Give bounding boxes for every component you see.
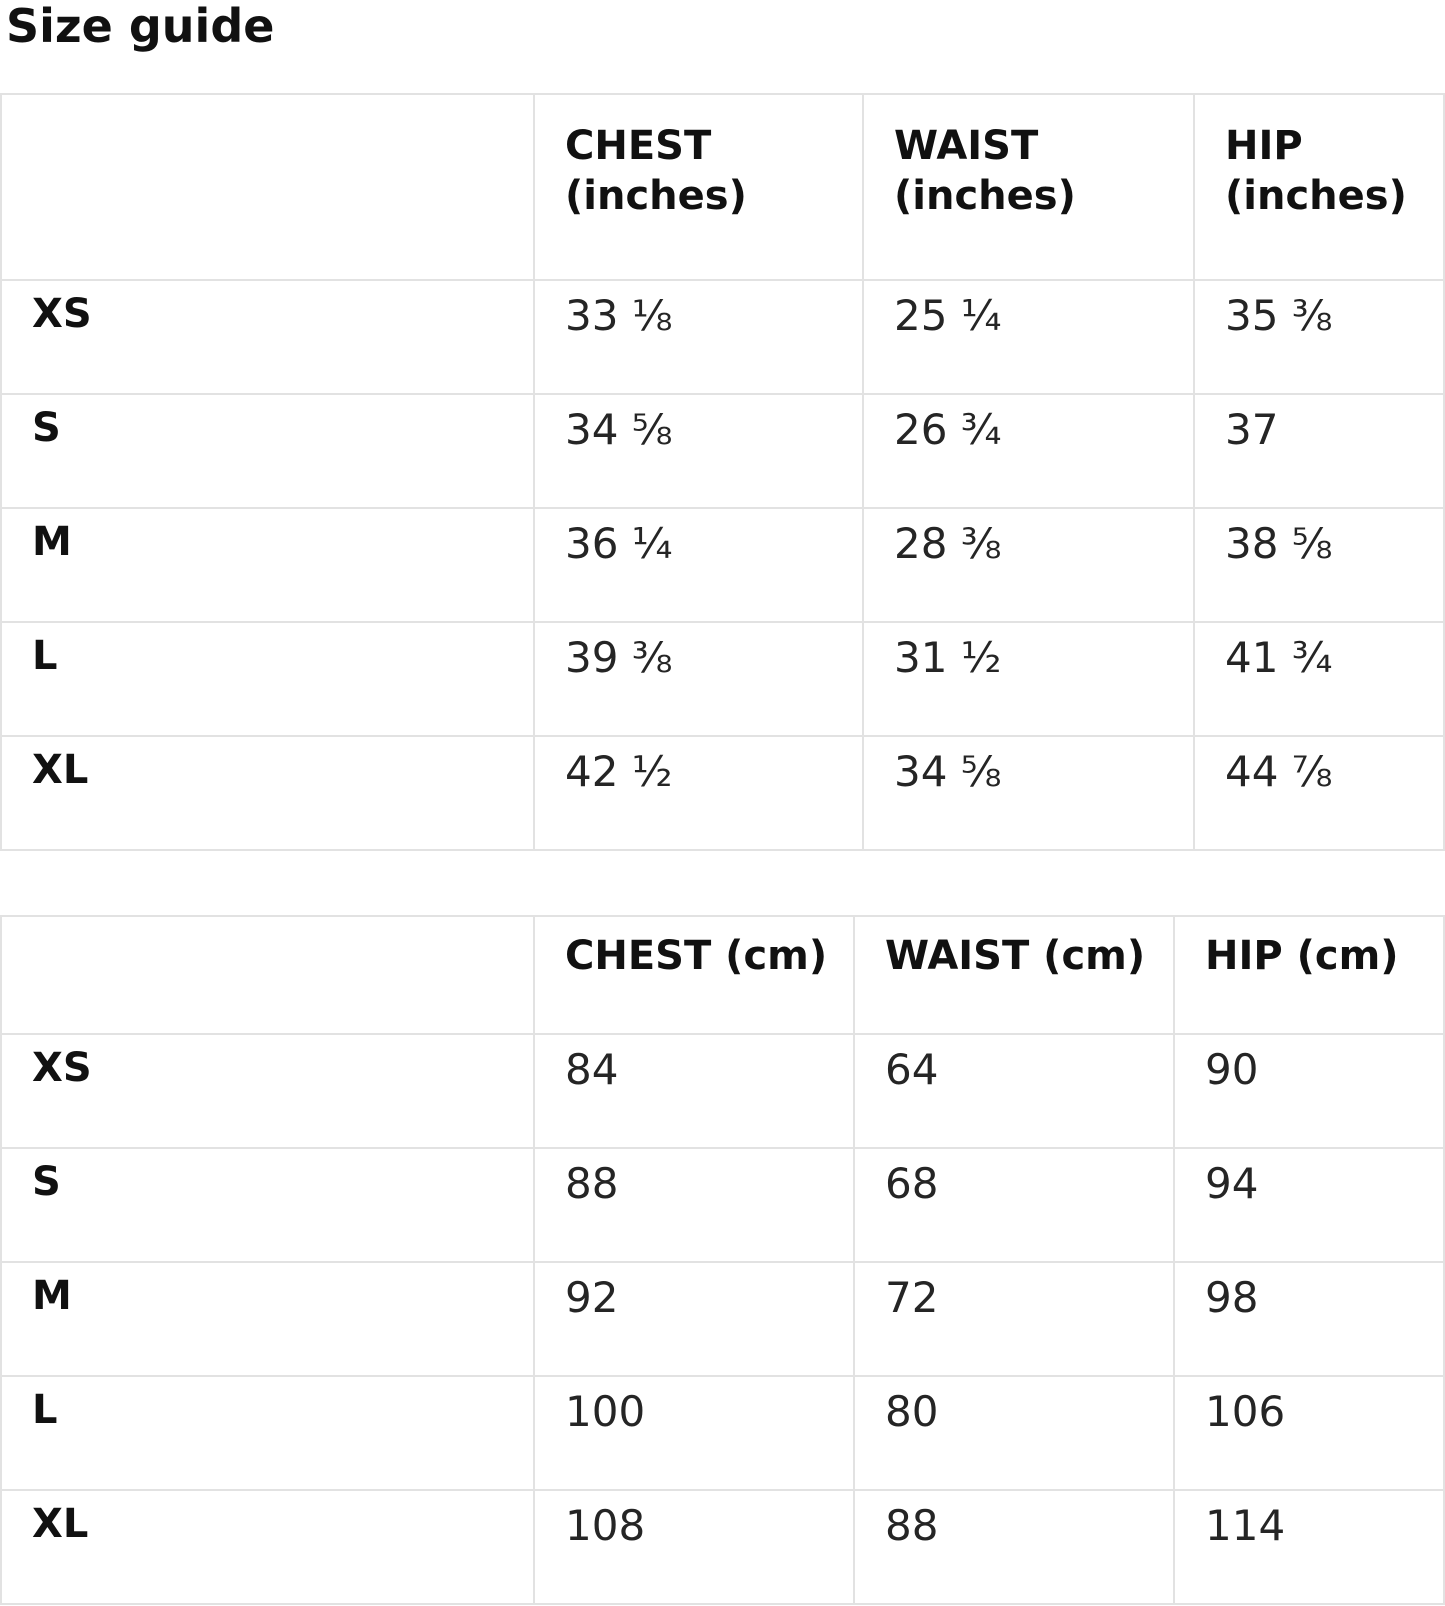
cm-row-l [1,1376,1444,1490]
inches-row-xs [1,280,1444,394]
chest-value: 84 [534,1034,854,1148]
hip-value: 106 [1174,1376,1444,1490]
cm-hip-header: HIP (cm) [1174,916,1444,1034]
size-label: S [1,394,534,508]
chest-value: 34 ⅝ [534,394,863,508]
size-label: L [1,1376,534,1490]
inches-header-row [1,94,1444,280]
cm-row-xs [1,1034,1444,1148]
size-label: M [1,1262,534,1376]
inches-row-m [1,508,1444,622]
size-label: XS [1,280,534,394]
inches-row-l [1,622,1444,736]
cm-corner-cell [1,916,534,1034]
hip-value: 90 [1174,1034,1444,1148]
waist-value: 26 ¾ [863,394,1194,508]
size-label: XL [1,1490,534,1604]
hip-value: 44 ⅞ [1194,736,1444,850]
chest-value: 108 [534,1490,854,1604]
size-label: XS [1,1034,534,1148]
inches-hip-header: HIP (inches) [1194,94,1444,280]
hip-value: 41 ¾ [1194,622,1444,736]
cm-row-m [1,1262,1444,1376]
chest-value: 36 ¼ [534,508,863,622]
waist-value: 34 ⅝ [863,736,1194,850]
chest-value: 39 ⅜ [534,622,863,736]
waist-value: 25 ¼ [863,280,1194,394]
hip-value: 37 [1194,394,1444,508]
hip-value: 114 [1174,1490,1444,1604]
chest-value: 42 ½ [534,736,863,850]
waist-value: 80 [854,1376,1174,1490]
hip-value: 35 ⅜ [1194,280,1444,394]
cm-row-s [1,1148,1444,1262]
inches-corner-cell [1,94,534,280]
page-title: Size guide [6,0,275,53]
hip-value: 98 [1174,1262,1444,1376]
inches-waist-header: WAIST (inches) [863,94,1194,280]
size-table-cm [0,915,1445,1605]
inches-row-xl [1,736,1444,850]
cm-row-xl [1,1490,1444,1604]
hip-value: 38 ⅝ [1194,508,1444,622]
waist-value: 28 ⅜ [863,508,1194,622]
waist-value: 88 [854,1490,1174,1604]
cm-header-row [1,916,1444,1034]
size-label: S [1,1148,534,1262]
cm-waist-header: WAIST (cm) [854,916,1174,1034]
inches-row-s [1,394,1444,508]
waist-value: 72 [854,1262,1174,1376]
inches-chest-header: CHEST (inches) [534,94,863,280]
chest-value: 100 [534,1376,854,1490]
size-label: M [1,508,534,622]
chest-value: 92 [534,1262,854,1376]
size-label: L [1,622,534,736]
size-label: XL [1,736,534,850]
waist-value: 68 [854,1148,1174,1262]
hip-value: 94 [1174,1148,1444,1262]
waist-value: 31 ½ [863,622,1194,736]
waist-value: 64 [854,1034,1174,1148]
chest-value: 33 ⅛ [534,280,863,394]
cm-chest-header: CHEST (cm) [534,916,854,1034]
chest-value: 88 [534,1148,854,1262]
size-table-inches [0,93,1445,851]
